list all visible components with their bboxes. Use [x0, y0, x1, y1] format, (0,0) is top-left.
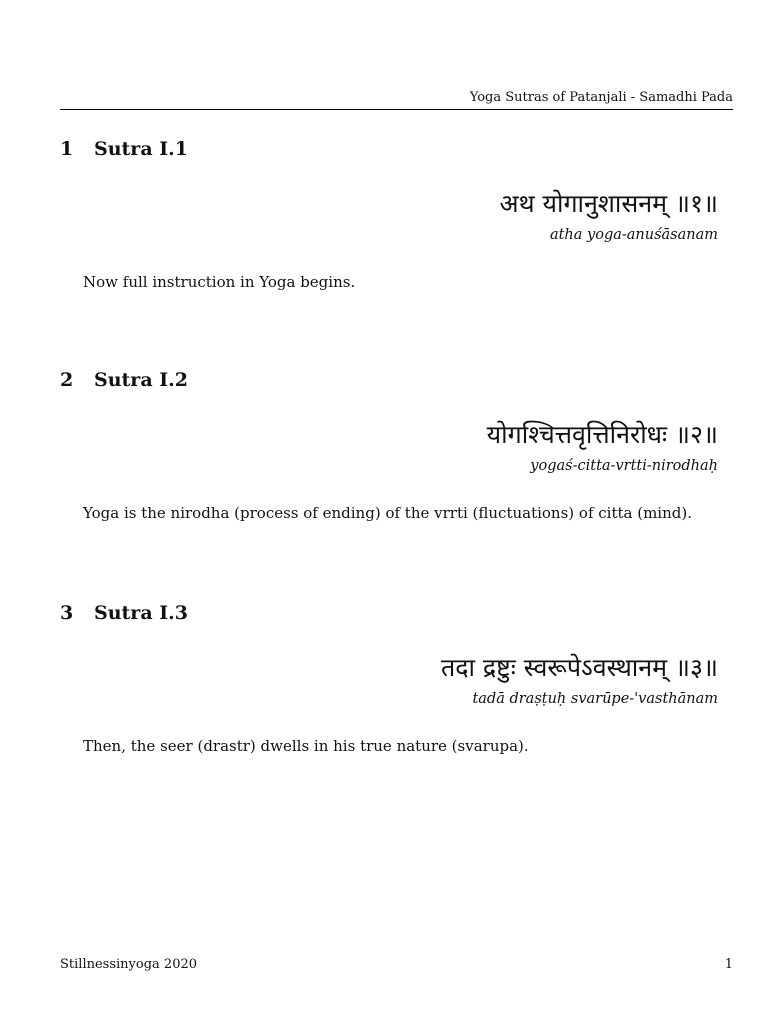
running-header: Yoga Sutras of Patanjali - Samadhi Pada — [60, 90, 733, 110]
sutra-section-2 — [60, 368, 718, 522]
section-title: Sutra I.2 — [94, 369, 188, 391]
translation: Yoga is the nirodha (process of ending) of the vrrti (fluctuations) of citta (mind). — [83, 504, 692, 522]
section-number: 2 — [60, 369, 74, 391]
footer-credit: Stillnessinyoga 2020 — [60, 957, 198, 972]
sanskrit-verse: योगश्चित्तवृत्तिनिरोधः ॥२॥ — [486, 420, 718, 449]
translation: Now full instruction in Yoga begins. — [83, 273, 356, 291]
sutra-section-1 — [60, 137, 718, 291]
page-number: 1 — [724, 957, 733, 972]
sutra-section-3 — [60, 601, 718, 755]
transliteration: tadā draṣṭuḥ svarūpe-'vasthānam — [472, 691, 718, 707]
section-heading — [60, 601, 718, 625]
transliteration: atha yoga-anuśāsanam — [549, 227, 718, 243]
sanskrit-verse: तदा द्रष्टुः स्वरूपेऽवस्थानम् ॥३॥ — [440, 653, 718, 682]
section-number: 3 — [60, 602, 74, 624]
section-heading — [60, 368, 718, 392]
transliteration: yogaś-citta-vrtti-nirodhaḥ — [530, 458, 718, 474]
translation: Then, the seer (drastr) dwells in his true nature (svarupa). — [83, 737, 529, 755]
sanskrit-verse: अथ योगानुशासनम् ॥१॥ — [499, 189, 718, 218]
section-title: Sutra I.3 — [94, 602, 188, 624]
section-heading — [60, 137, 718, 161]
section-number: 1 — [60, 138, 74, 160]
section-title: Sutra I.1 — [94, 138, 188, 160]
